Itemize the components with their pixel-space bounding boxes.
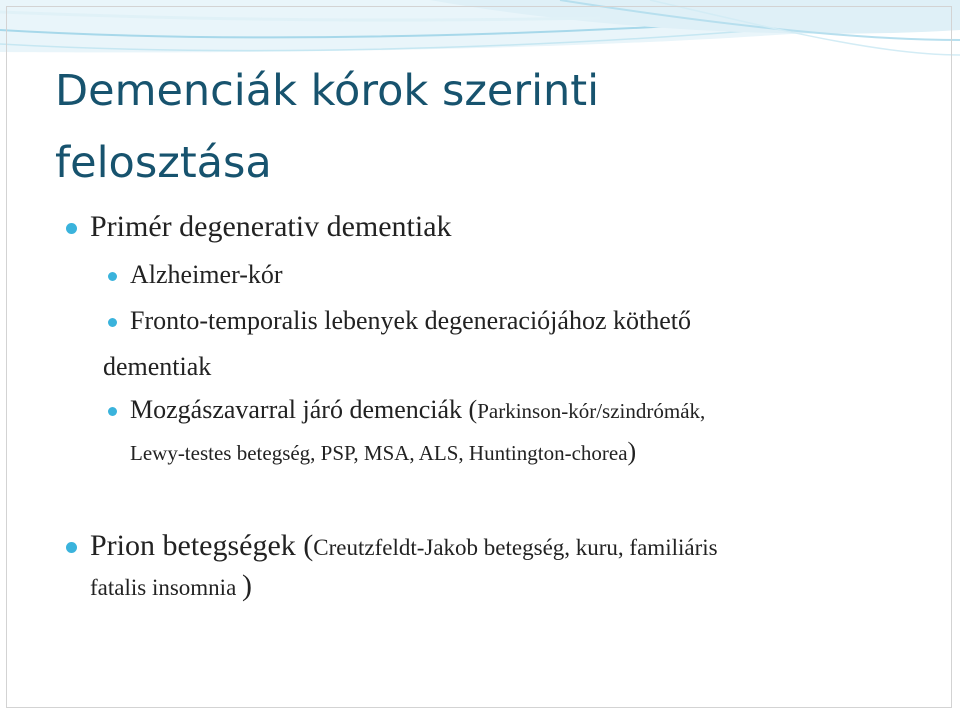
bullet-icon	[108, 318, 117, 327]
list-item-label: Alzheimer-kór	[130, 260, 283, 289]
list-item-movement-disorder	[130, 392, 705, 429]
list-item-detail: Creutzfeldt-Jakob betegség, kuru, familiáris	[313, 535, 718, 560]
bullet-icon	[66, 223, 77, 234]
list-item-movement-disorder-cont	[130, 434, 636, 474]
list-item-detail-cont: fatalis insomnia	[90, 575, 243, 600]
bullet-icon	[66, 542, 77, 553]
list-item-close-paren: )	[627, 437, 637, 466]
bullet-icon	[108, 407, 117, 416]
title-line-2: felosztása	[55, 138, 272, 188]
list-item-primary-degenerative	[90, 209, 452, 245]
list-item-label: Fronto-temporalis lebenyek degeneraciójához köthető	[130, 306, 691, 335]
list-item-close-paren: )	[242, 569, 253, 602]
list-item-label-cont: dementiak	[103, 352, 212, 381]
list-item-label: Primér degenerativ dementiak	[90, 210, 452, 243]
title-line-1: Demenciák kórok szerinti	[55, 66, 600, 116]
list-item-alzheimer	[130, 258, 283, 292]
list-item-detail: Parkinson-kór/szindrómák,	[477, 399, 706, 423]
list-item-label: Prion betegségek (	[90, 529, 314, 562]
list-item-label: Mozgászavarral járó demenciák (	[130, 395, 478, 424]
list-item-prion-cont	[90, 567, 252, 610]
list-item-fronto-temporal	[130, 304, 691, 338]
list-item-fronto-temporal-cont	[103, 348, 211, 386]
bullet-icon	[108, 272, 117, 281]
list-item-prion	[90, 527, 718, 570]
slide-title	[55, 55, 875, 199]
list-item-detail-cont: Lewy-testes betegség, PSP, MSA, ALS, Huntington-chorea	[130, 441, 628, 465]
